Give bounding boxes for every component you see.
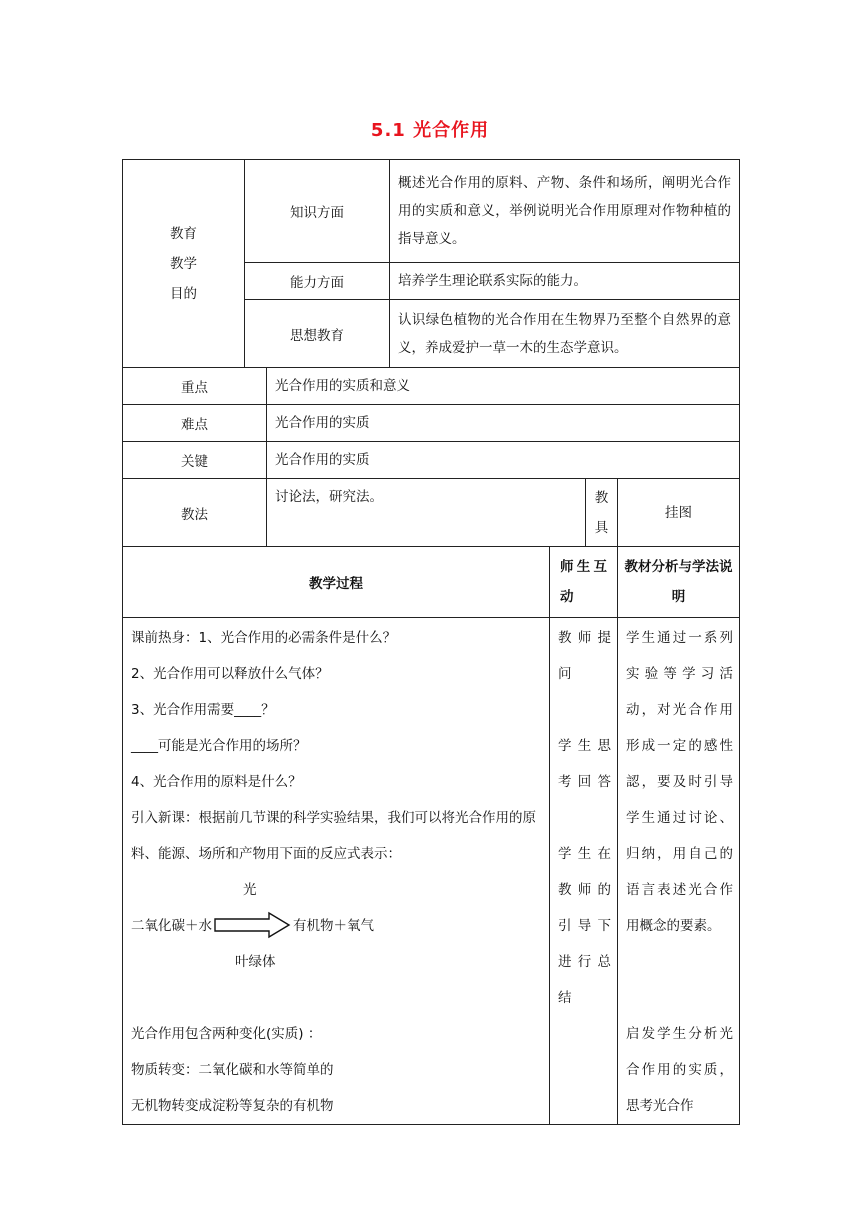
objectives-label-text: 教育 教学 目的 — [170, 225, 197, 302]
reaction-arrow-icon — [213, 911, 291, 939]
difficulty-label: 难点 — [123, 405, 267, 442]
equation-condition-chlorophyll: 叶绿体 — [235, 954, 276, 970]
notes-paragraph: 学生通过一系列实验等学习活动，对光合作用形成一定的感性認，要及时引导学生通过讨论、归纳，用自己的语言表述光合作用概念的要素。 — [626, 630, 733, 934]
key-label: 关键 — [123, 442, 267, 479]
key-point-value: 光合作用的实质和意义 — [267, 368, 740, 405]
process-line: 引入新课：根据前几节课的科学实验结果，我们可以将光合作用的原料、能源、场所和产物用下面的反应式表示： — [131, 810, 536, 862]
difficulty-value: 光合作用的实质 — [267, 405, 740, 442]
objectives-label — [123, 160, 245, 368]
aspect-thought: 思想教育 — [245, 300, 390, 368]
process-content — [123, 618, 550, 1125]
interaction-content — [550, 618, 618, 1125]
interaction-item: 学生在教师的引导下进行总结 — [558, 846, 611, 1006]
notes-header: 教材分析与学法说明 — [618, 547, 740, 618]
objective-knowledge: 概述光合作用的原料、产物、条件和场所，阐明光合作用的实质和意义，举例说明光合作用原理对作物种植的指导意义。 — [390, 160, 740, 263]
equation-condition-light: 光 — [243, 882, 257, 898]
notes-content — [618, 618, 740, 1125]
aspect-knowledge: 知识方面 — [245, 160, 390, 263]
objective-ability: 培养学生理论联系实际的能力。 — [390, 263, 740, 300]
method-label: 教法 — [123, 479, 267, 547]
key-point-label: 重点 — [123, 368, 267, 405]
interaction-header: 师生互动 — [550, 547, 618, 618]
aspect-ability: 能力方面 — [245, 263, 390, 300]
process-header: 教学过程 — [123, 547, 550, 618]
process-line: 4、光合作用的原料是什么？ — [131, 774, 302, 790]
lesson-plan-table — [122, 159, 740, 1125]
process-line: 无机物转变成淀粉等复杂的有机物 — [131, 1098, 334, 1114]
process-line: 物质转变：二氧化碳和水等简单的 — [131, 1062, 334, 1078]
notes-paragraph: 启发学生分析光合作用的实质，思考光合作 — [626, 1026, 733, 1114]
process-line: 3、光合作用需要____？ — [131, 702, 275, 718]
process-line: 课前热身：1、光合作用的必需条件是什么？ — [131, 630, 397, 646]
page-title: 5.1 光合作用 — [370, 120, 490, 141]
interaction-item: 学生思考回答 — [558, 738, 611, 790]
process-line: 光合作用包含两种变化(实质) ： — [131, 1026, 322, 1042]
objective-thought: 认识绿色植物的光合作用在生物界乃至整个自然界的意义，养成爱护一草一木的生态学意识。 — [390, 300, 740, 368]
process-line: 2、光合作用可以释放什么气体？ — [131, 666, 329, 682]
interaction-item: 教师提问 — [558, 630, 611, 682]
reaction-equation — [131, 872, 541, 980]
process-line: ____可能是光合作用的场所？ — [131, 738, 307, 754]
equation-products: 有机物＋氧气 — [293, 918, 374, 934]
aids-label: 教具 — [586, 479, 618, 547]
aids-value: 挂图 — [618, 479, 740, 547]
method-value: 讨论法，研究法。 — [267, 479, 586, 547]
key-value: 光合作用的实质 — [267, 442, 740, 479]
equation-reactants: 二氧化碳＋水 — [131, 918, 212, 934]
